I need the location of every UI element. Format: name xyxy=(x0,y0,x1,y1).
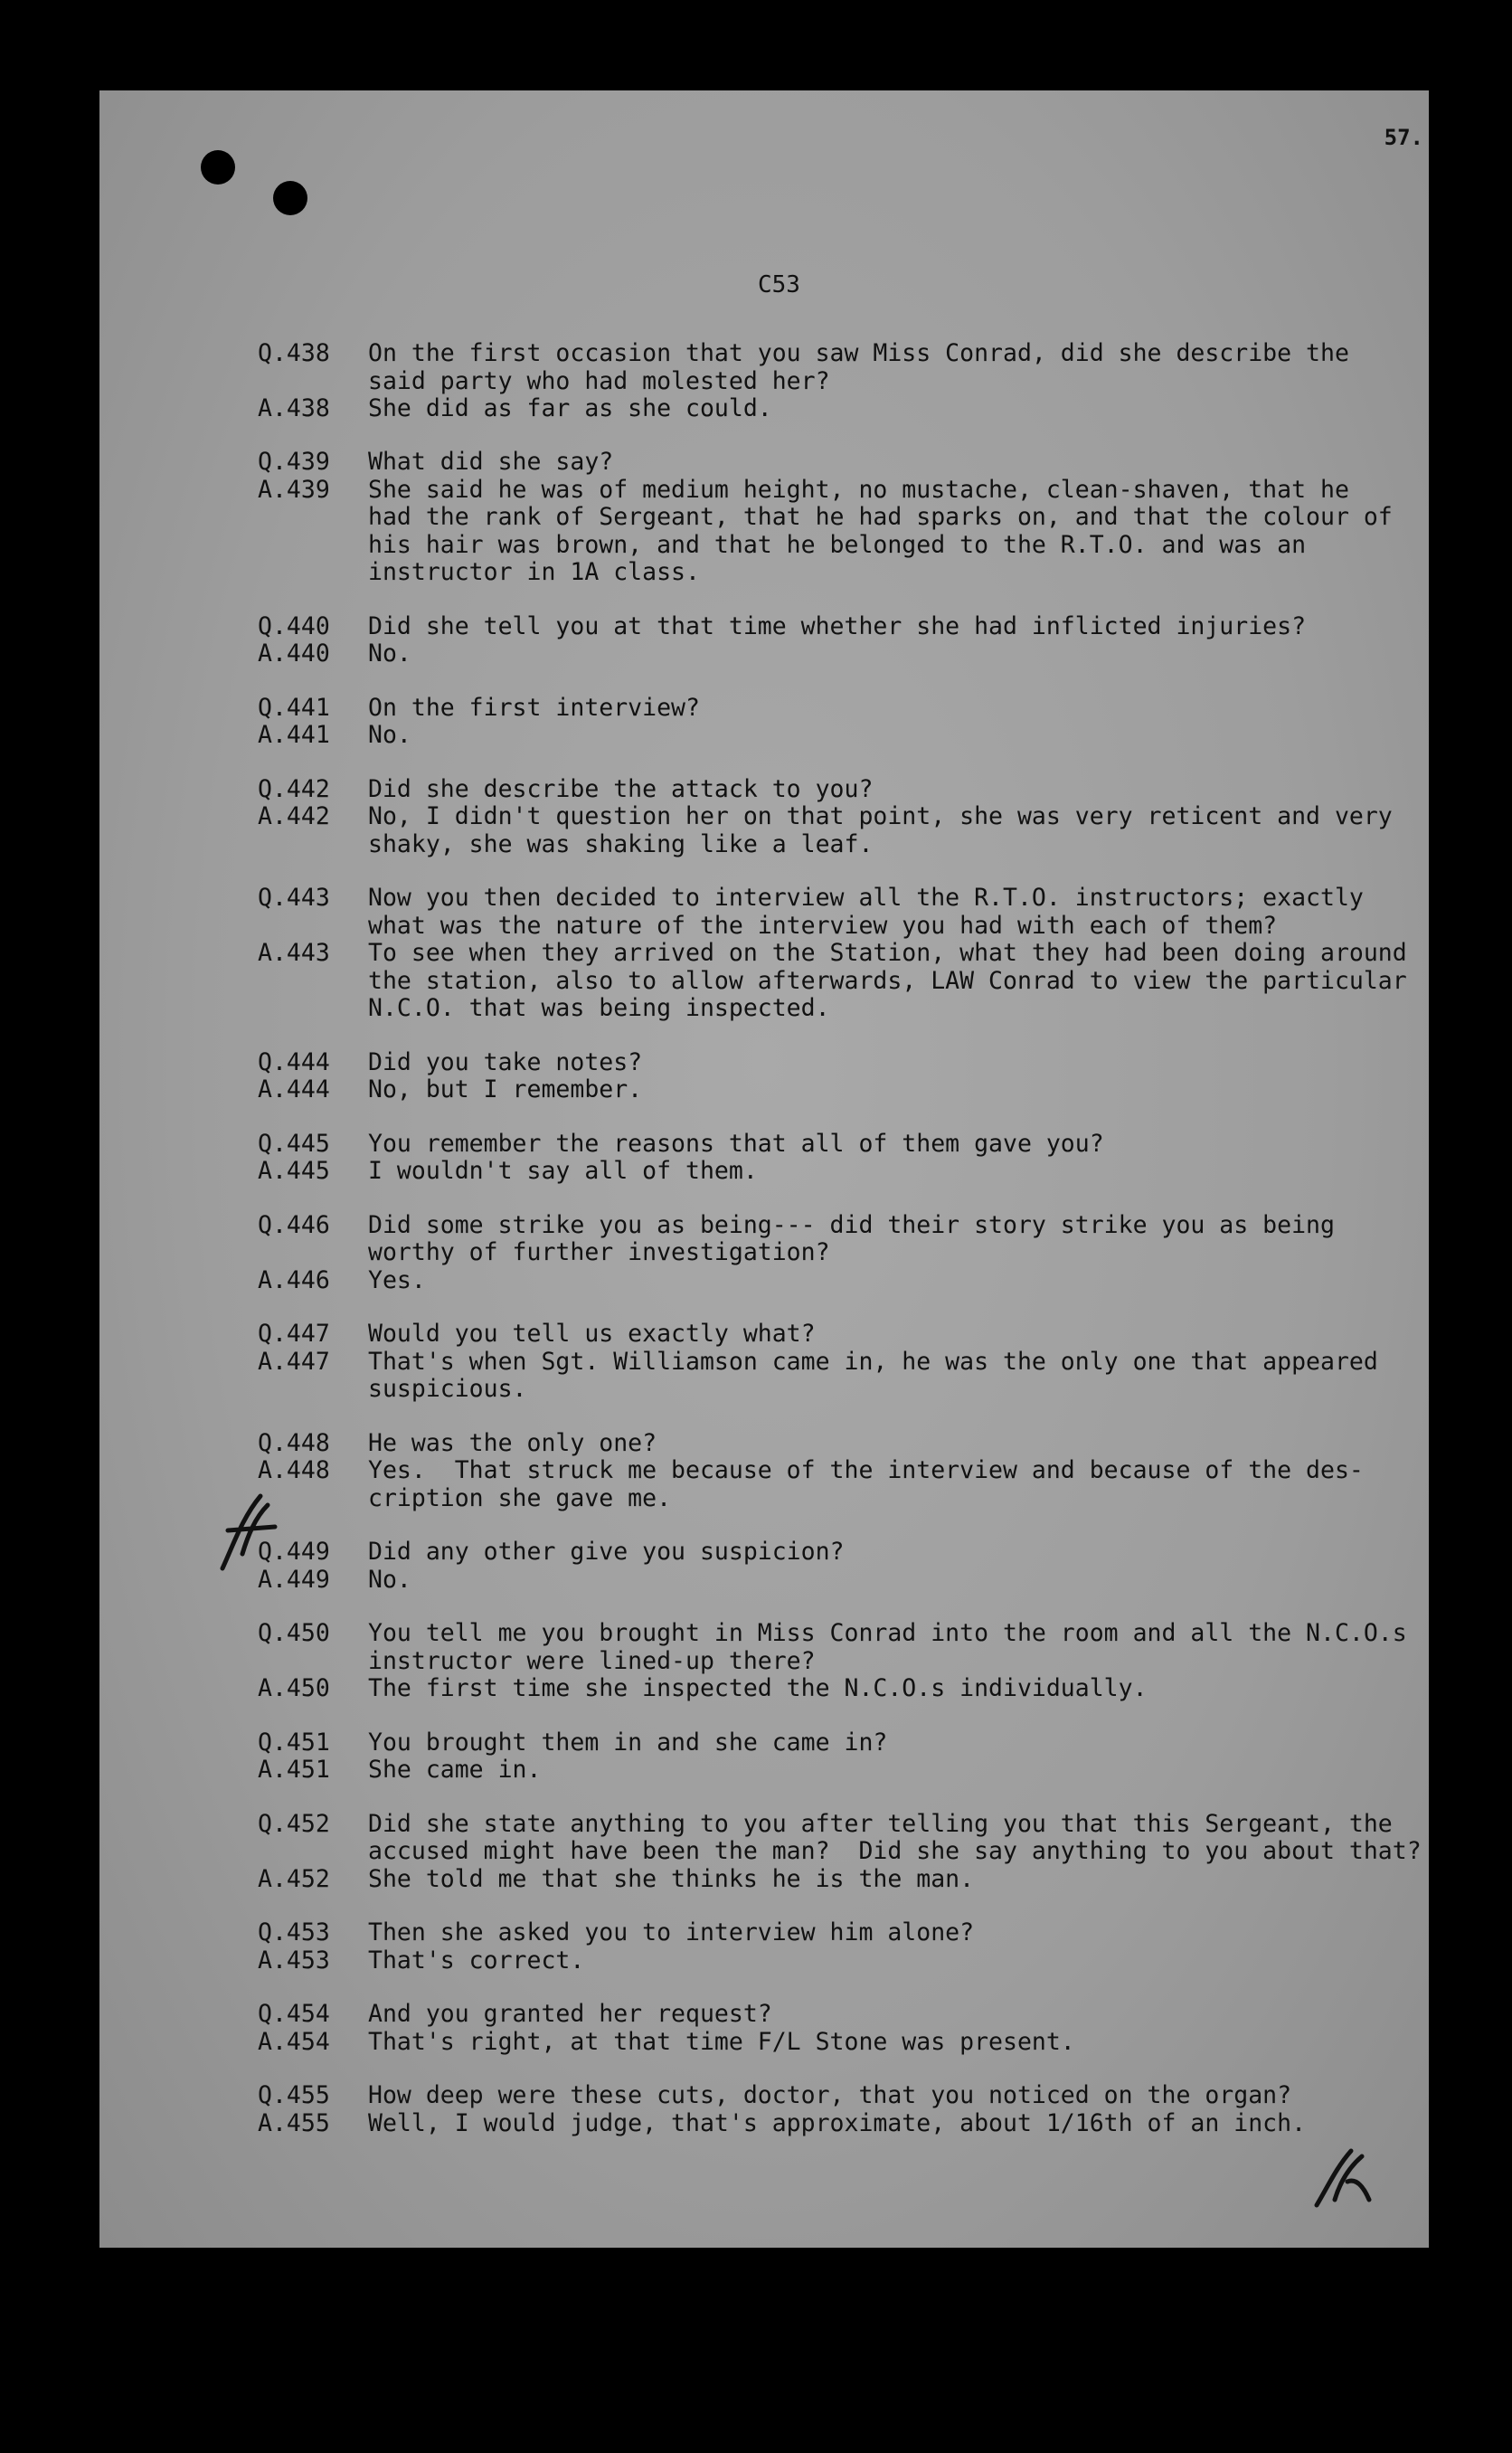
entry-text-line: Did any other give you suspicion? xyxy=(368,1538,845,1567)
entry-text-line: Did some strike you as being--- did their story strike you as being xyxy=(368,1210,1335,1239)
entry-text-line: had the rank of Sergeant, that he had sparks on, and that the colour of xyxy=(368,503,1393,532)
entry-text-line: his hair was brown, and that he belonged to the R.T.O. and was an xyxy=(368,530,1307,559)
entry-label: Q.449 xyxy=(258,1538,330,1567)
entry-text-line: the station, also to allow afterwards, LAW Conrad to view the particular xyxy=(368,966,1407,995)
entry-label: A.439 xyxy=(258,475,330,504)
entry-label: A.438 xyxy=(258,394,330,422)
entry-text-line: And you granted her request? xyxy=(368,2000,772,2029)
entry-label: A.448 xyxy=(258,1456,330,1485)
entry-label: A.447 xyxy=(258,1347,330,1376)
entry-label: Q.442 xyxy=(258,774,330,803)
entry-label: Q.451 xyxy=(258,1728,330,1757)
entry-text-line: You tell me you brought in Miss Conrad into the room and all the N.C.O.s xyxy=(368,1619,1407,1648)
entry-text-line: Now you then decided to interview all the R.T.O. instructors; exactly xyxy=(368,884,1364,913)
entry-text-line: She did as far as she could. xyxy=(368,394,772,422)
entry-label: A.455 xyxy=(258,2108,330,2137)
entry-text-line: No, but I remember. xyxy=(368,1075,643,1104)
entry-text-line: No. xyxy=(368,639,411,668)
entry-text-line: instructor in 1A class. xyxy=(368,558,700,587)
entry-text-line: You remember the reasons that all of them gave you? xyxy=(368,1129,1104,1158)
entry-label: Q.441 xyxy=(258,693,330,722)
entry-label: A.453 xyxy=(258,1946,330,1975)
document-page xyxy=(99,90,1429,2248)
entry-label: A.451 xyxy=(258,1756,330,1785)
entry-label: Q.445 xyxy=(258,1129,330,1158)
entry-label: Q.450 xyxy=(258,1619,330,1648)
entry-text-line: shaky, she was shaking like a leaf. xyxy=(368,829,874,858)
entry-label: Q.454 xyxy=(258,2000,330,2029)
entry-text-line: No, I didn't question her on that point, she was very reticent and very xyxy=(368,802,1393,831)
entry-text-line: Would you tell us exactly what? xyxy=(368,1320,816,1349)
entry-text-line: On the first occasion that you saw Miss Conrad, did she describe the xyxy=(368,339,1349,367)
entry-text-line: What did she say? xyxy=(368,448,614,477)
entry-text-line: suspicious. xyxy=(368,1375,527,1404)
entry-text-line: cription she gave me. xyxy=(368,1483,672,1512)
entry-text-line: Did she describe the attack to you? xyxy=(368,774,874,803)
entry-label: A.445 xyxy=(258,1157,330,1186)
entry-text-line: what was the nature of the interview you had with each of them? xyxy=(368,911,1278,940)
entry-text-line: She came in. xyxy=(368,1756,542,1785)
entry-text-line: instructor were lined-up there? xyxy=(368,1646,816,1675)
entry-text-line: said party who had molested her? xyxy=(368,366,830,395)
entry-label: A.454 xyxy=(258,2027,330,2056)
entry-text-line: He was the only one? xyxy=(368,1428,657,1457)
entry-text-line: That's correct. xyxy=(368,1946,585,1975)
entry-text-line: How deep were these cuts, doctor, that you noticed on the organ? xyxy=(368,2081,1292,2110)
entry-text-line: You brought them in and she came in? xyxy=(368,1728,888,1757)
entry-text-line: Well, I would judge, that's approximate, about 1/16th of an inch. xyxy=(368,2108,1307,2137)
entry-label: Q.439 xyxy=(258,448,330,477)
entry-label: A.440 xyxy=(258,639,330,668)
entry-label: Q.448 xyxy=(258,1428,330,1457)
entry-text-line: I wouldn't say all of them. xyxy=(368,1157,758,1186)
entry-text-line: On the first interview? xyxy=(368,693,700,722)
entry-label: A.442 xyxy=(258,802,330,831)
entry-text-line: Yes. That struck me because of the interview and because of the des- xyxy=(368,1456,1364,1485)
entry-label: Q.452 xyxy=(258,1809,330,1838)
entry-label: Q.443 xyxy=(258,884,330,913)
entry-text-line: Did she tell you at that time whether she had inflicted injuries? xyxy=(368,611,1307,640)
entry-text-line: She told me that she thinks he is the man. xyxy=(368,1864,975,1893)
entry-text-line: She said he was of medium height, no mustache, clean-shaven, that he xyxy=(368,475,1349,504)
entry-text-line: No. xyxy=(368,721,411,750)
entry-label: Q.447 xyxy=(258,1320,330,1349)
entry-text-line: The first time she inspected the N.C.O.s individually. xyxy=(368,1674,1148,1703)
entry-label: A.449 xyxy=(258,1565,330,1594)
entry-label: Q.440 xyxy=(258,611,330,640)
page-number: 57. xyxy=(1384,125,1423,150)
entry-text-line: Then she asked you to interview him alone? xyxy=(368,1918,975,1947)
entry-label: A.446 xyxy=(258,1265,330,1294)
entry-text-line: That's when Sgt. Williamson came in, he was the only one that appeared xyxy=(368,1347,1378,1376)
entry-label: Q.446 xyxy=(258,1210,330,1239)
entry-text-line: N.C.O. that was being inspected. xyxy=(368,994,830,1023)
entry-text-line: accused might have been the man? Did she say anything to you about that? xyxy=(368,1837,1422,1866)
entry-text-line: worthy of further investigation? xyxy=(368,1238,830,1267)
handwritten-initials xyxy=(1311,2145,1375,2211)
entry-label: A.444 xyxy=(258,1075,330,1104)
entry-text-line: Did you take notes? xyxy=(368,1047,643,1076)
entry-text-line: No. xyxy=(368,1565,411,1594)
entry-label: Q.455 xyxy=(258,2081,330,2110)
entry-label: A.452 xyxy=(258,1864,330,1893)
entry-label: A.443 xyxy=(258,939,330,968)
entry-label: A.441 xyxy=(258,721,330,750)
entry-text-line: That's right, at that time F/L Stone was present. xyxy=(368,2027,1075,2056)
entry-label: Q.444 xyxy=(258,1047,330,1076)
entry-label: Q.438 xyxy=(258,339,330,367)
entry-label: Q.453 xyxy=(258,1918,330,1947)
entry-text-line: To see when they arrived on the Station, what they had been doing around xyxy=(368,939,1407,968)
entry-text-line: Did she state anything to you after telling you that this Sergeant, the xyxy=(368,1809,1393,1838)
entry-label: A.450 xyxy=(258,1674,330,1703)
handwritten-mark xyxy=(215,1491,279,1574)
entry-text-line: Yes. xyxy=(368,1265,426,1294)
punch-hole xyxy=(273,181,307,215)
punch-hole xyxy=(201,150,235,185)
document-id: C53 xyxy=(758,271,800,298)
